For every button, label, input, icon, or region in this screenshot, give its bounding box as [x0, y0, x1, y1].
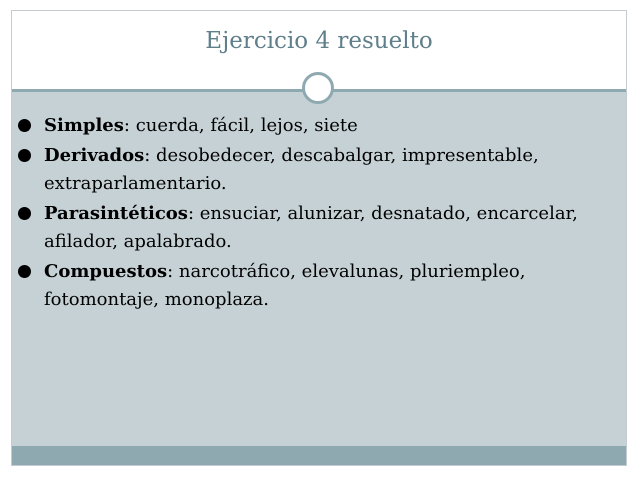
item-term: Parasintéticos — [44, 203, 188, 224]
item-term: Simples — [44, 115, 124, 136]
list-item — [18, 258, 598, 314]
bullet-icon — [18, 149, 31, 162]
list-item — [18, 200, 598, 256]
item-term: Compuestos — [44, 261, 168, 282]
item-text: : narcotráfico, elevalunas, pluriempleo, fotomontaje, monoplaza. — [44, 261, 526, 310]
item-text: : desobedecer, descabalgar, impresentable, extraparlamentario. — [44, 145, 539, 194]
item-term: Derivados — [44, 145, 145, 166]
bullet-icon — [18, 119, 31, 132]
bullet-icon — [18, 265, 31, 278]
slide-title: Ejercicio 4 resuelto — [205, 28, 433, 54]
item-text: : cuerda, fácil, lejos, siete — [123, 115, 358, 136]
item-text: : ensuciar, alunizar, desnatado, encarcelar, afilador, apalabrado. — [44, 203, 578, 252]
list-item — [18, 112, 598, 140]
bullet-list — [18, 112, 598, 316]
list-item — [18, 142, 598, 198]
bullet-icon — [18, 207, 31, 220]
